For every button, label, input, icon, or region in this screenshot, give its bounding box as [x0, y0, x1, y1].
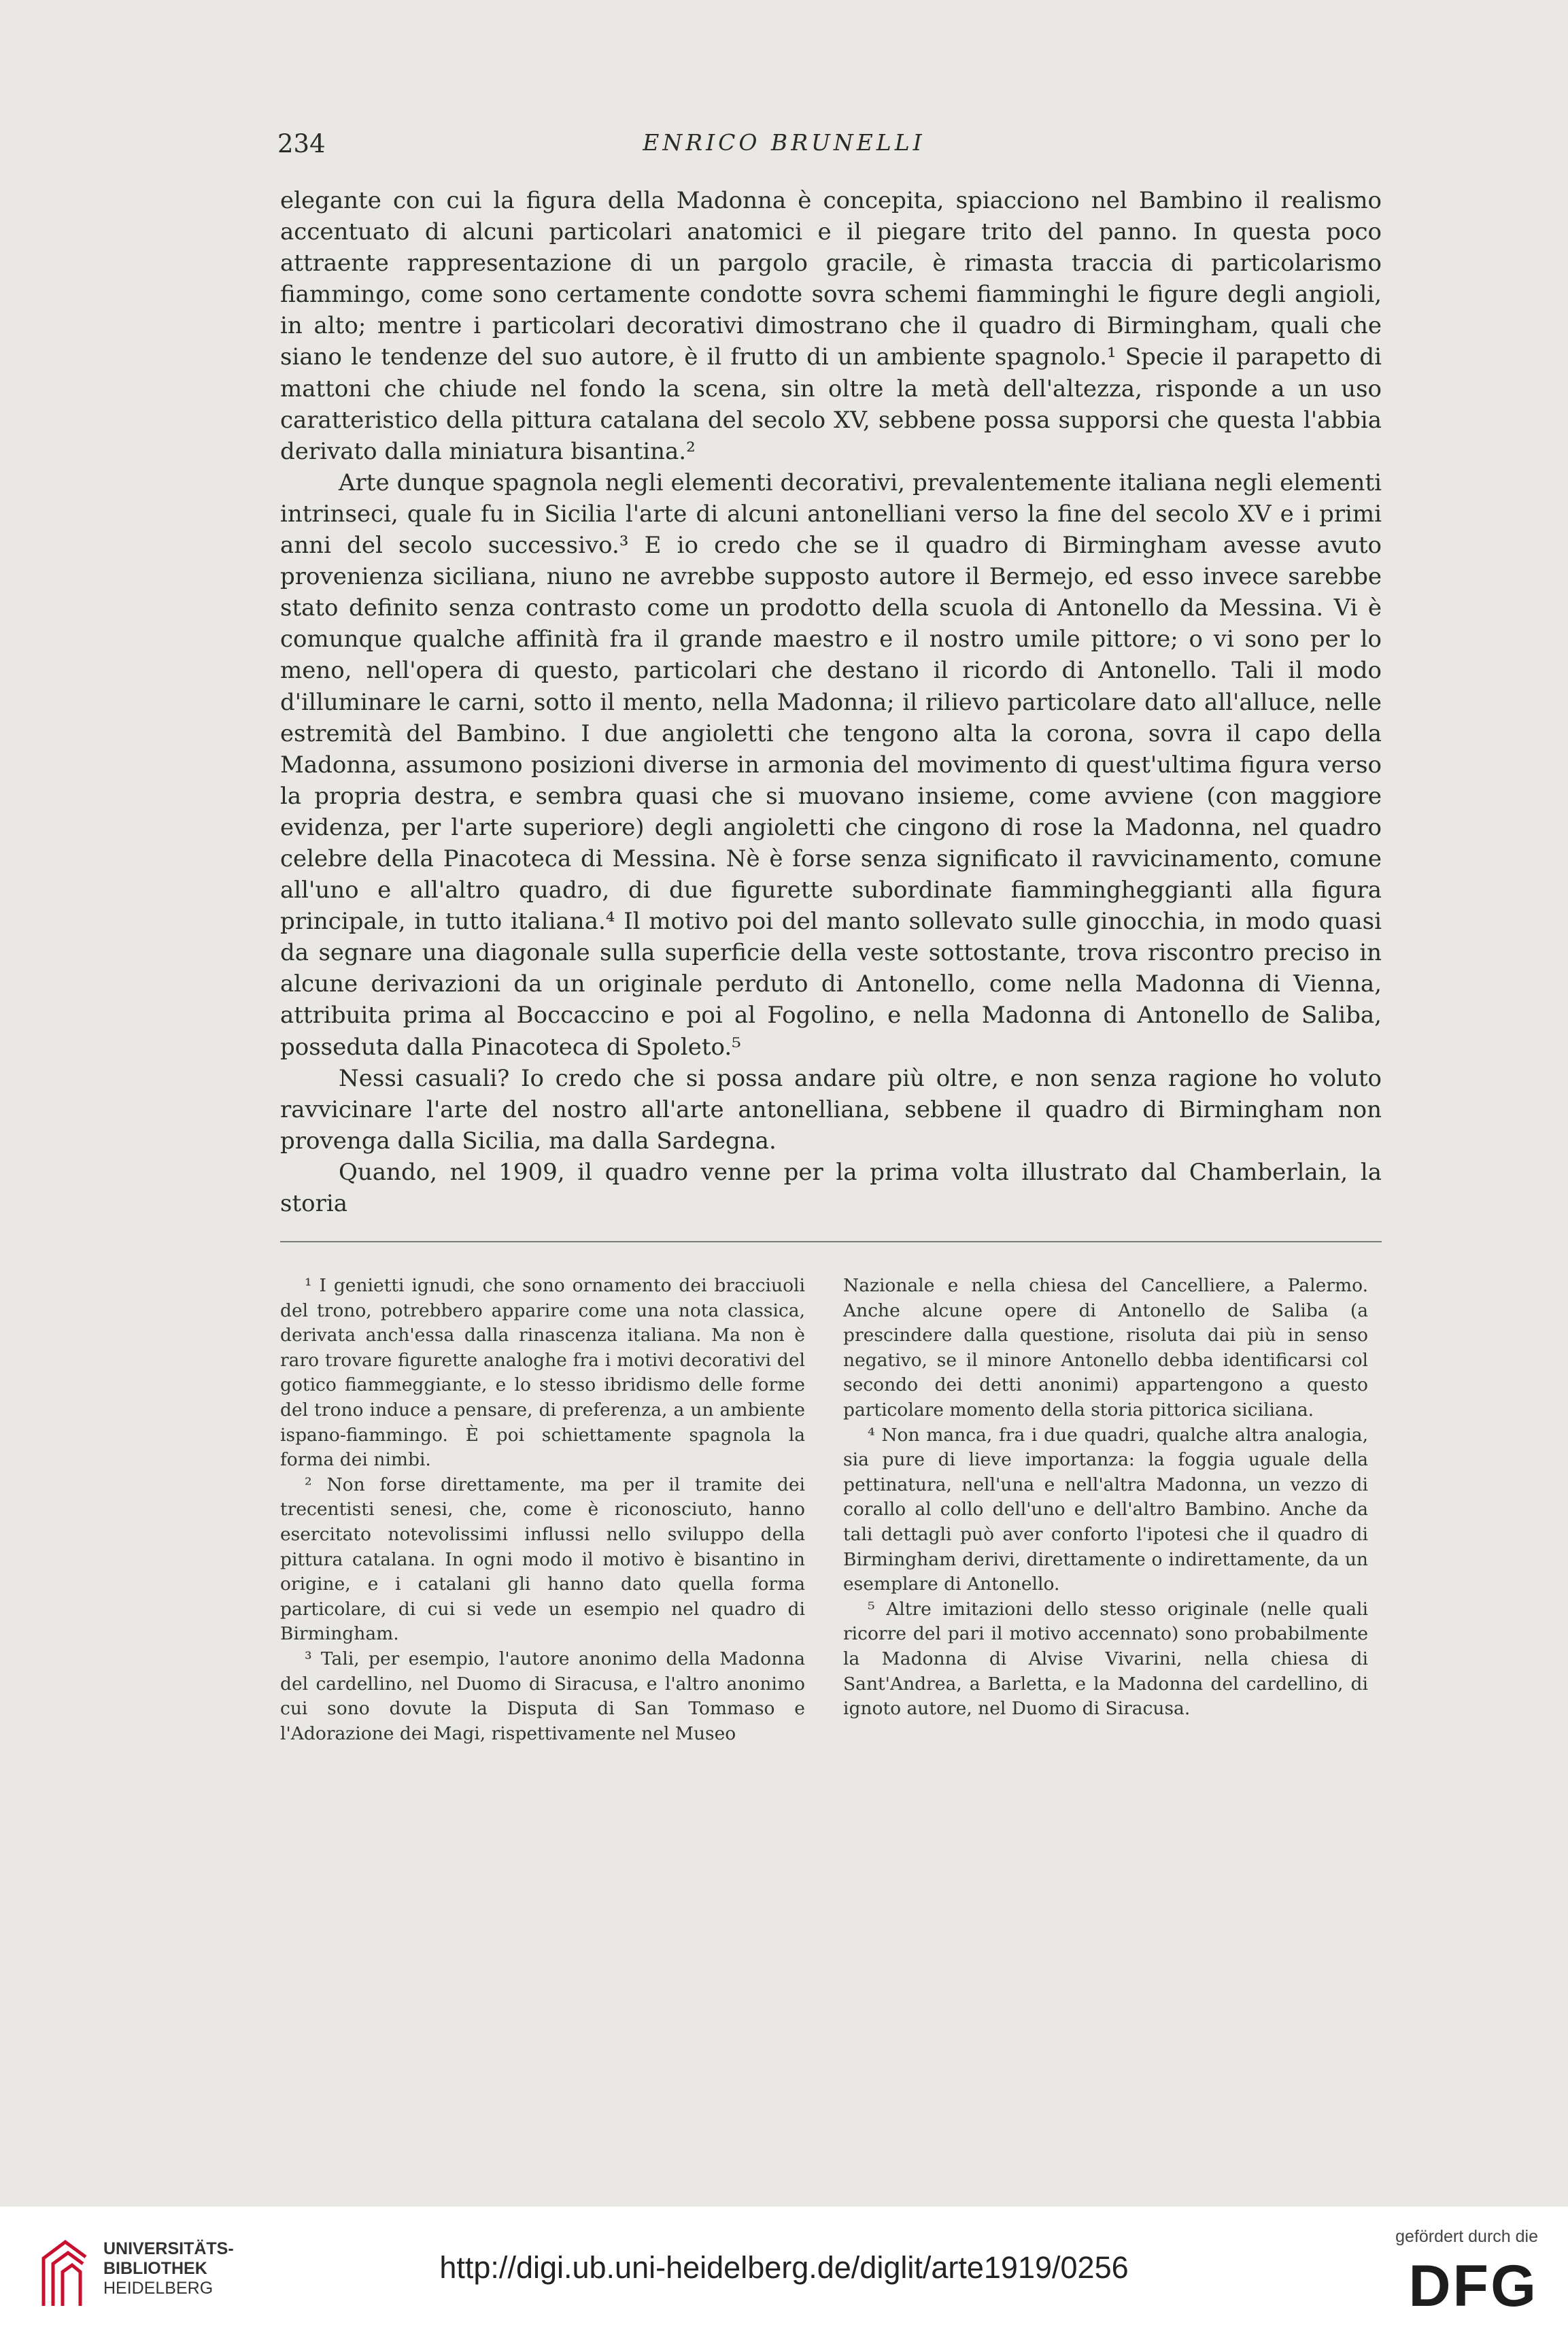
footnote: ⁴ Non manca, fra i due quadri, qualche altra analogia, sia pure di lieve importanza: la foggia uguale della pettinatura, nell'una e nell'altra Madonna, un vezzo di corallo al collo dell'uno e dell'altro Bambino. Anche da tali dettagli può aver conforto l'ipotesi che il quadro di Birmingham derivi, direttamente o indirettamente, da un esemplare di Antonello.	[843, 1424, 1368, 1595]
library-name-line: BIBLIOTHEK	[103, 2259, 207, 2278]
dfg-funding	[1357, 2227, 1554, 2322]
running-head: ENRICO BRUNELLI	[643, 129, 925, 156]
footnote: ¹ I genietti ignudi, che sono ornamento dei bracciuoli del trono, potrebbero apparire come una nota classica, derivata anch'essa dalla rinascenza italiana. Ma non è raro trovare figurette analoghe fra i motivi decorativi del gotico fiammeggiante, e lo stesso ibridismo delle forme del trono induce a pensare, di preferenza, a un ambiente ispano-fiammingo. È poi schiettamente spagnola la forma dei nimbi.	[280, 1275, 805, 1471]
paragraph: Nessi casuali? Io credo che si possa andare più oltre, e non senza ragione ho voluto ravvicinare l'arte del nostro all'arte antonelliana, sebbene il quadro di Birmingham non provenga dalla Sicilia, ma dalla Sardegna.	[280, 1064, 1382, 1155]
page-header	[0, 129, 1568, 170]
footnote: ² Non forse direttamente, ma per il tramite dei trecentisti senesi, che, come è riconosciuto, hanno esercitato notevolissimi influssi nello sviluppo della pittura catalana. In ogni modo il motivo è bisantino in origine, e i catalani gli hanno dato quella forma particolare, di cui si vede un esempio nel quadro di Birmingham.	[280, 1474, 805, 1645]
dfg-logo: DFG	[1408, 2254, 1538, 2319]
main-text	[280, 185, 1382, 1219]
footnote: ⁵ Altre imitazioni dello stesso originale (nelle quali ricorre del pari il motivo accennato) sono probabilmente la Madonna di Alvise Vivarini, nella chiesa di Sant'Andrea, a Barletta, e la Madonna del cardellino, di ignoto autore, nel Duomo di Siracusa.	[843, 1598, 1368, 1720]
library-name-line: UNIVERSITÄTS-	[103, 2239, 234, 2258]
footnote: ³ Tali, per esempio, l'autore anonimo della Madonna del cardellino, nel Duomo di Siracusa, e l'altro anonimo cui sono dovute la Disputa di San Tommaso e l'Adorazione dei Magi, rispettivamente nel Museo	[280, 1648, 805, 1744]
paragraph: elegante con cui la figura della Madonna è concepita, spiacciono nel Bambino il realismo accentuato di alcuni particolari anatomici e il piegare trito del panno. In questa poco attraente rappresentazione di un pargolo gracile, è rimasta traccia di particolarismo fiammingo, come sono certamente condotte sovra schemi fiamminghi le figure degli angioli, in alto; mentre i particolari decorativi dimostrano che il quadro di Birmingham, quali che siano le tendenze del suo autore, è il frutto di un ambiente spagnolo.¹ Specie il parapetto di mattoni che chiude nel fondo la scena, sin oltre la metà dell'altezza, risponde a un uso caratteristico della pittura catalana del secolo XV, sebbene possa supporsi che questa l'abbia derivato dalla miniatura bisantina.²	[280, 187, 1382, 465]
permalink-url[interactable]: http://digi.ub.uni-heidelberg.de/diglit/arte1919/0256	[439, 2250, 1129, 2285]
footnote-continuation: Nazionale e nella chiesa del Cancelliere, a Palermo. Anche alcune opere di Antonello de Saliba (a prescindere dalla questione, risoluta dai più in senso negativo, se il minore Antonello debba identificarsi col secondo dei detti anonimi) appartengono a questo particolare momento della storia pittorica siciliana.	[843, 1275, 1368, 1421]
library-name-line: HEIDELBERG	[103, 2279, 214, 2298]
funded-by-label: gefördert durch die	[1395, 2227, 1538, 2246]
digitization-footer	[0, 2207, 1568, 2329]
paragraph: Arte dunque spagnola negli elementi decorativi, prevalentemente italiana negli elementi intrinseci, quale fu in Sicilia l'arte di alcuni antonelliani verso la fine del secolo XV e i primi anni del secolo successivo.³ E io credo che se il quadro di Birmingham avesse avuto provenienza siciliana, niuno ne avrebbe supposto autore il Bermejo, ed esso invece sarebbe stato definito senza contrasto come un prodotto della scuola di Antonello da Messina. Vi è comunque qualche affinità fra il grande maestro e il nostro umile pittore; o vi sono per lo meno, nell'opera di questo, particolari che destano il ricordo di Antonello. Tali il modo d'illuminare le carni, sotto il mento, nella Madonna; il rilievo particolare dato all'alluce, nelle estremità del Bambino. I due angioletti che tengono alta la corona, sovra il capo della Madonna, assumono posizioni diverse in armonia del movimento di quest'ultima figura verso la propria destra, e sembra quasi che si muovano insieme, come avviene (con maggiore evidenza, per l'arte superiore) degli angioletti che cingono di rose la Madonna, nel quadro celebre della Pinacoteca di Messina. Nè è forse senza significato il ravvicinamento, comune all'uno e all'altro quadro, di due figurette subordinate fiammingheggianti alla figura principale, in tutto italiana.⁴ Il motivo poi del manto sollevato sulle ginocchia, in modo quasi da segnare una diagonale sulla superficie della veste sottostante, trova riscontro preciso in alcune derivazioni da un originale perduto di Antonello, come nella Madonna di Vienna, attribuita prima al Boccaccino e poi al Fogolino, e nella Madonna di Antonello de Saliba, posseduta dalla Pinacoteca di Spoleto.⁵	[280, 469, 1382, 1061]
footnotes-right-column	[843, 1274, 1368, 1722]
footnote-separator	[280, 1241, 1382, 1242]
paragraph: Quando, nel 1909, il quadro venne per la prima volta illustrato dal Chamberlain, la storia	[280, 1158, 1382, 1217]
footnotes-left-column	[280, 1274, 805, 1746]
page-number: 234	[277, 129, 326, 158]
